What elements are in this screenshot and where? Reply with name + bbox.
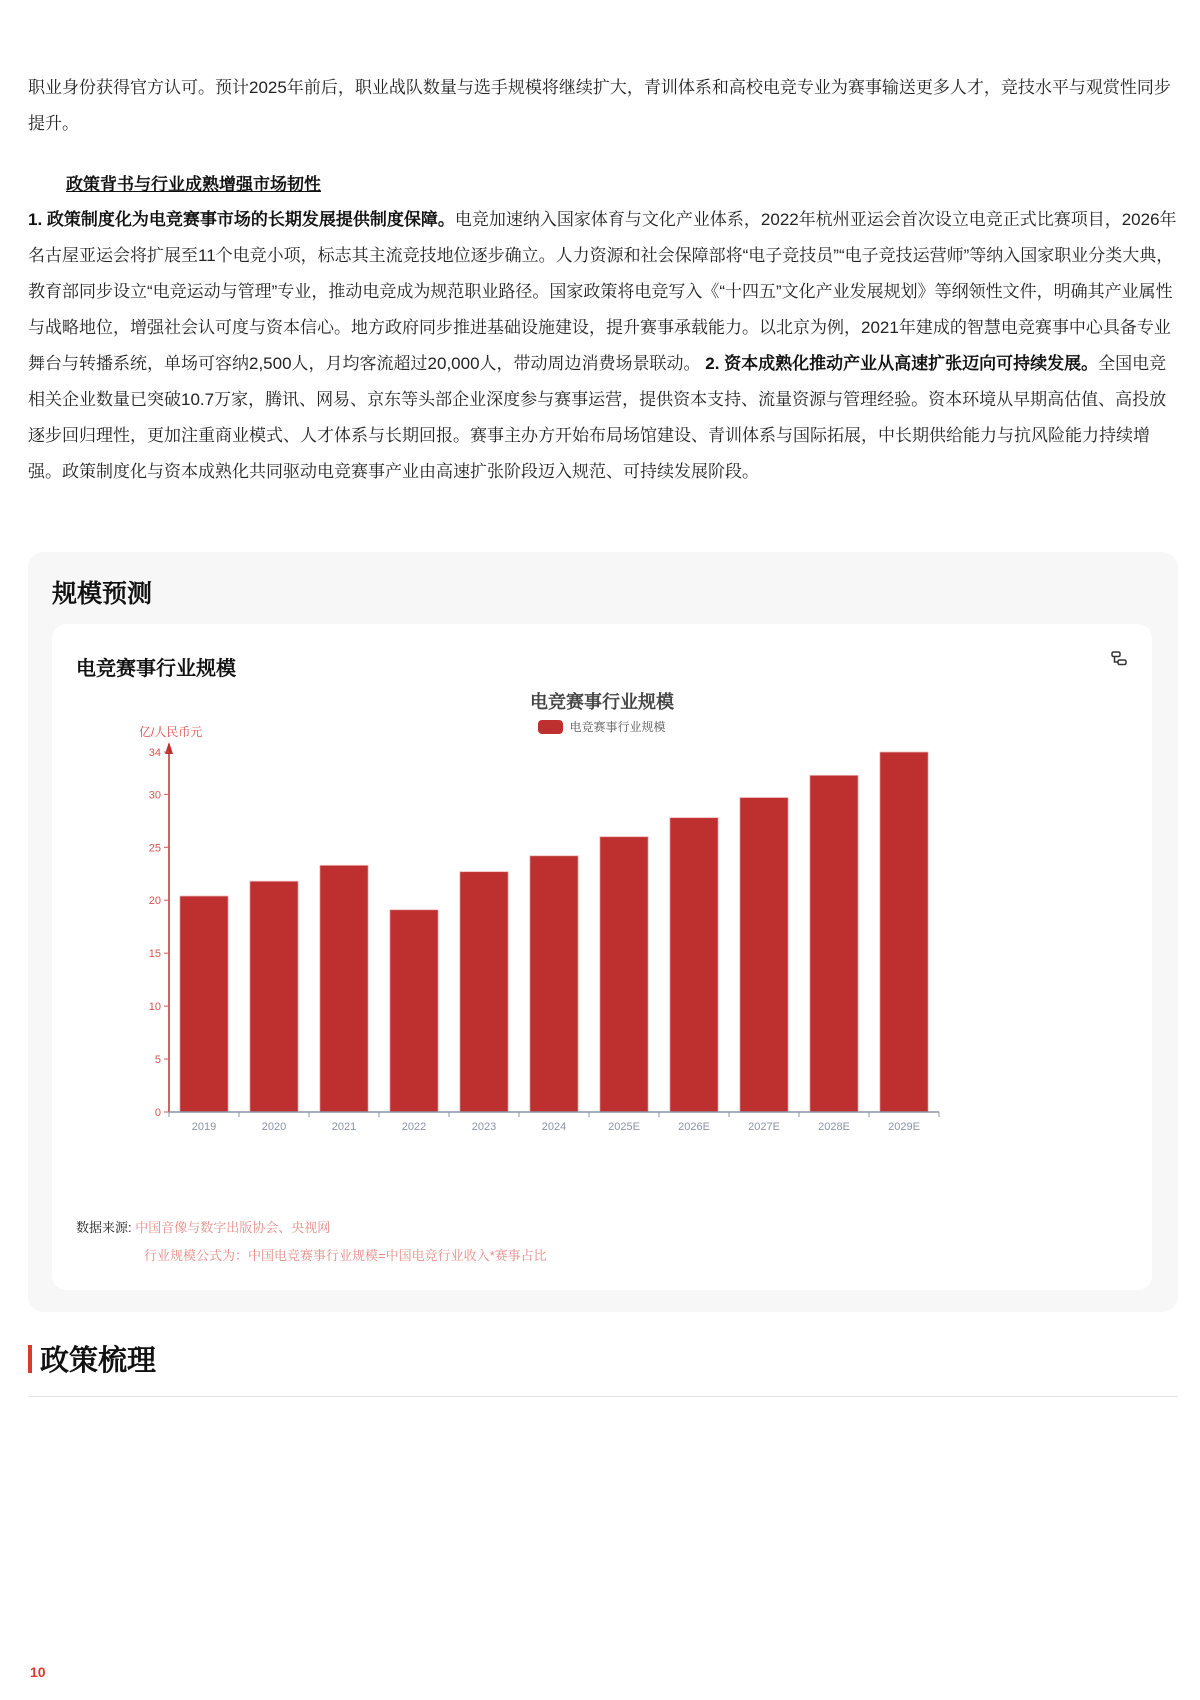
point1-text: 电竞加速纳入国家体育与文化产业体系，2022年杭州亚运会首次设立电竞正式比赛项目，2026年名古屋亚运会将扩展至11个电竞小项，标志其主流竞技地位逐步确立。人力资源和社会保障部将“电子竞技员”“电子竞技运营师”等纳入国家职业分类大典，教育部同步设立“电竞运动与管理”专业，推动电竞成为规范职业路径。国家政策将电竞写入《“十四五”文化产业发展规划》等纲领性文件，明确其产业属性与战略地位，增强社会认可度与资本信心。地方政府同步推进基础设施建设，提升赛事承载能力。以北京为例，2021年建成的智慧电竞赛事中心具备专业舞台与转播系统，单场可容纳2,500人，月均客流超过20,000人，带动周边消费场景联动。 <box>28 210 1177 373</box>
bar-2021[interactable] <box>320 865 368 1112</box>
x-tick-label: 2020 <box>261 1121 287 1133</box>
section-accent-bar <box>28 1345 32 1373</box>
legend-label: 电竞赛事行业规模 <box>569 720 666 734</box>
policy-paragraph <box>28 202 1178 490</box>
bar-2029E[interactable] <box>880 752 928 1112</box>
y-tick-label: 34 <box>148 747 161 759</box>
bar-chart <box>52 624 1152 1184</box>
section-divider <box>28 1396 1178 1397</box>
chart-card <box>52 624 1152 1290</box>
x-tick-label: 2028E <box>818 1121 850 1133</box>
y-tick-label: 0 <box>154 1107 161 1119</box>
bar-2024[interactable] <box>530 856 578 1112</box>
panel-title: 规模预测 <box>52 580 153 608</box>
section-title: 政策梳理 <box>40 1345 157 1377</box>
bar-2027E[interactable] <box>740 798 788 1112</box>
x-tick-label: 2026E <box>678 1121 710 1133</box>
bar-2020[interactable] <box>250 881 298 1112</box>
x-tick-label: 2027E <box>748 1121 780 1133</box>
card-title: 电竞赛事行业规模 <box>76 658 236 680</box>
x-tick-label: 2019 <box>191 1121 217 1133</box>
x-tick-label: 2029E <box>888 1121 920 1133</box>
forecast-panel <box>28 552 1178 1312</box>
point2-heading: 2. 资本成熟化推动产业从高速扩张迈向可持续发展。 <box>705 354 1099 373</box>
y-tick-label: 5 <box>154 1054 161 1067</box>
page-number: 10 <box>30 1664 46 1680</box>
y-axis-label: 亿/人民币元 <box>139 725 203 739</box>
x-tick-label: 2023 <box>471 1121 497 1133</box>
x-tick-label: 2024 <box>541 1121 567 1133</box>
bar-2019[interactable] <box>180 896 228 1112</box>
bar-2022[interactable] <box>390 910 438 1112</box>
bar-2025E[interactable] <box>600 837 648 1112</box>
x-tick-label: 2025E <box>608 1121 640 1133</box>
y-tick-label: 25 <box>148 842 161 855</box>
bar-2026E[interactable] <box>670 818 718 1112</box>
formula-note: 行业规模公式为：中国电竞赛事行业规模=中国电竞行业收入*赛事占比 <box>144 1248 547 1263</box>
y-tick-label: 10 <box>148 1001 161 1014</box>
subsection-title: 政策背书与行业成熟增强市场韧性 <box>66 175 321 194</box>
bar-2023[interactable] <box>460 872 508 1112</box>
chart-title: 电竞赛事行业规模 <box>530 692 674 712</box>
y-tick-label: 30 <box>148 789 161 802</box>
data-source <box>76 1214 547 1270</box>
bar-2028E[interactable] <box>810 775 858 1112</box>
x-tick-label: 2021 <box>331 1121 357 1133</box>
point2-text: 全国电竞相关企业数量已突破10.7万家，腾讯、网易、京东等头部企业深度参与赛事运营，提供资本支持、流量资源与管理经验。资本环境从早期高估值、高投放逐步回归理性，更加注重商业模式、人才体系与长期回报。赛事主办方开始布局场馆建设、青训体系与国际拓展，中长期供给能力与抗风险能力持续增强。政策制度化与资本成熟化共同驱动电竞赛事产业由高速扩张阶段迈入规范、可持续发展阶段。 <box>28 354 1167 481</box>
y-tick-label: 20 <box>148 895 161 908</box>
source-value: 中国音像与数字出版协会、央视网 <box>135 1220 331 1235</box>
x-tick-label: 2022 <box>401 1121 427 1133</box>
section-heading <box>28 1338 156 1379</box>
intro-paragraph: 职业身份获得官方认可。预计2025年前后，职业战队数量与选手规模将继续扩大，青训体系和高校电竞专业为赛事输送更多人才，竞技水平与观赏性同步提升。 <box>28 78 1171 133</box>
point1-heading: 1. 政策制度化为电竞赛事市场的长期发展提供制度保障。 <box>28 210 455 229</box>
source-label: 数据来源: <box>76 1220 132 1235</box>
y-tick-label: 15 <box>148 948 161 961</box>
